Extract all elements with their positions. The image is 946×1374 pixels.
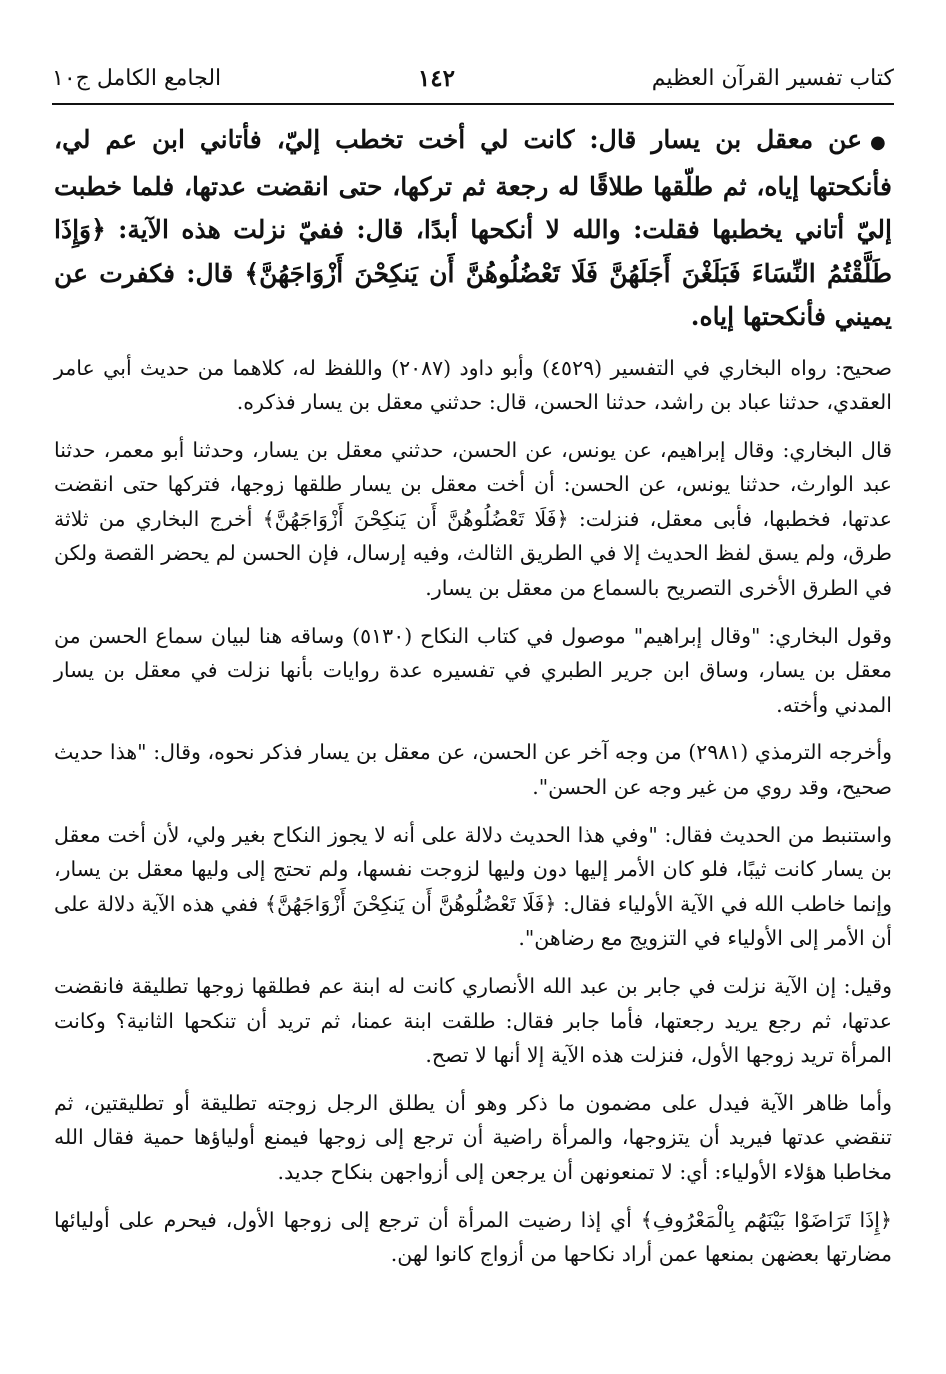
ibrahim-paragraph: وقول البخاري: "وقال إبراهيم" موصول في كتاب النكاح (٥١٣٠) وساقه هنا لبيان سماع الحسن من معقل بن يسار، وساق ابن جرير الطبري في تفسيره عدة روايات بأنها نزلت في معقل بن يسار المدني وأخته. xyxy=(54,623,892,717)
header-rule xyxy=(52,103,894,105)
tirmidhi-paragraph: وأخرجه الترمذي (٢٩٨١) من وجه آخر عن الحسن، عن معقل بن يسار فذكر نحوه، وقال: "هذا حديث صحيح، وقد روي من غير وجه عن الحسن". xyxy=(54,740,892,800)
bullet-icon: ● xyxy=(870,132,892,153)
main-hadith xyxy=(54,118,892,339)
istinbat-paragraph: واستنبط من الحديث فقال: "وفي هذا الحديث دلالة على أنه لا يجوز النكاح بغير ولي، لأن أخت معقل بن يسار كانت ثيبًا، فلو كان الأمر إليها دون وليها لزوجت نفسها، ولم تحتج إلى وليها معقل بن يسار، وإنما خاطب الله في الآية الأولياء فقال: ﴿فَلَا تَعْضُلُوهُنَّ أَن يَنكِحْنَ أَزْوَاجَهُنَّ﴾ ففي هذه الآية دلالة على أن الأمر إلى الأولياء في التزويج مع رضاهن". xyxy=(54,822,892,951)
zahir-paragraph: وأما ظاهر الآية فيدل على مضمون ما ذكر وهو أن يطلق الرجل زوجته تطليقة أو تطليقتين، ثم تنقضي عدتها فيريد أن يتزوجها، والمرأة راضية أن ترجع إلى زوجها فيمنع أولياؤها حمية فقال الله مخاطبا هؤلاء الأولياء: أي: لا تمنعونهن أن يرجعن إلى أزواجهن بنكاح جديد. xyxy=(54,1090,892,1184)
page-number: ١٤٢ xyxy=(417,64,455,92)
takhrij-paragraph: صحيح: رواه البخاري في التفسير (٤٥٢٩) وأبو داود (٢٠٨٧) واللفظ له، كلاهما من حديث أبي عامر العقدي، حدثنا عباد بن راشد، حدثنا الحسن، قال: حدثني معقل بن يسار فذكره. xyxy=(54,355,892,415)
volume-label: الجامع الكامل ج١٠ xyxy=(52,65,222,91)
page-body xyxy=(54,118,892,1285)
page-header xyxy=(52,58,894,98)
taradaw-paragraph: ﴿إِذَا تَرَاضَوْا بَيْنَهُم بِالْمَعْرُوفِ﴾ أي إذا رضيت المرأة أن ترجع إلى زوجها الأول، فيحرم على أوليائها مضارتها بعضهن بمنعها عمن أراد نكاحها من أزواج كانوا لهن. xyxy=(54,1207,892,1267)
bukhari-paragraph: قال البخاري: وقال إبراهيم، عن يونس، عن الحسن، حدثني معقل بن يسار، وحدثنا أبو معمر، حدثنا عبد الوارث، حدثنا يونس، عن الحسن: أن أخت معقل بن يسار طلقها زوجها، فتركها حتى انقضت عدتها، فخطبها، فأبى معقل، فنزلت: ﴿فَلَا تَعْضُلُوهُنَّ أَن يَنكِحْنَ أَزْوَاجَهُنَّ﴾ أخرج البخاري من ثلاثة طرق، ولم يسق لفظ الحديث إلا في الطريق الثالث، وفيه إرسال، فإن الحسن لم يحضر القصة ولكن في الطرق الأخرى التصريح بالسماع من معقل بن يسار. xyxy=(54,437,892,601)
main-hadith-text: عن معقل بن يسار قال: كانت لي أخت تخطب إليّ، فأتاني ابن عم لي، فأنكحتها إياه، ثم طلّقها طلاقًا له رجعة ثم تركها، حتى انقضت عدتها، فلما خطبت إليّ أتاني يخطبها فقلت: والله لا أنكحها أبدًا، قال: ففيّ نزلت هذه الآية: ﴿وَإِذَا طَلَّقْتُمُ النِّسَاءَ فَبَلَغْنَ أَجَلَهُنَّ فَلَا تَعْضُلُوهُنَّ أَن يَنكِحْنَ أَزْوَاجَهُنَّ﴾ قال: فكفرت عن يميني فأنكحتها إياه. xyxy=(54,125,892,331)
book-title: كتاب تفسير القرآن العظيم xyxy=(651,65,894,91)
jabir-paragraph: وقيل: إن الآية نزلت في جابر بن عبد الله الأنصاري كانت له ابنة عم فطلقها زوجها تطليقة فانقضت عدتها، ثم رجع يريد رجعتها، فأما جابر فقال: طلقت ابنة عمنا، ثم تريد أن تنكحها الثانية؟ وكانت المرأة تريد زوجها الأول، فنزلت هذه الآية إلا أنها لا تصح. xyxy=(54,974,892,1068)
